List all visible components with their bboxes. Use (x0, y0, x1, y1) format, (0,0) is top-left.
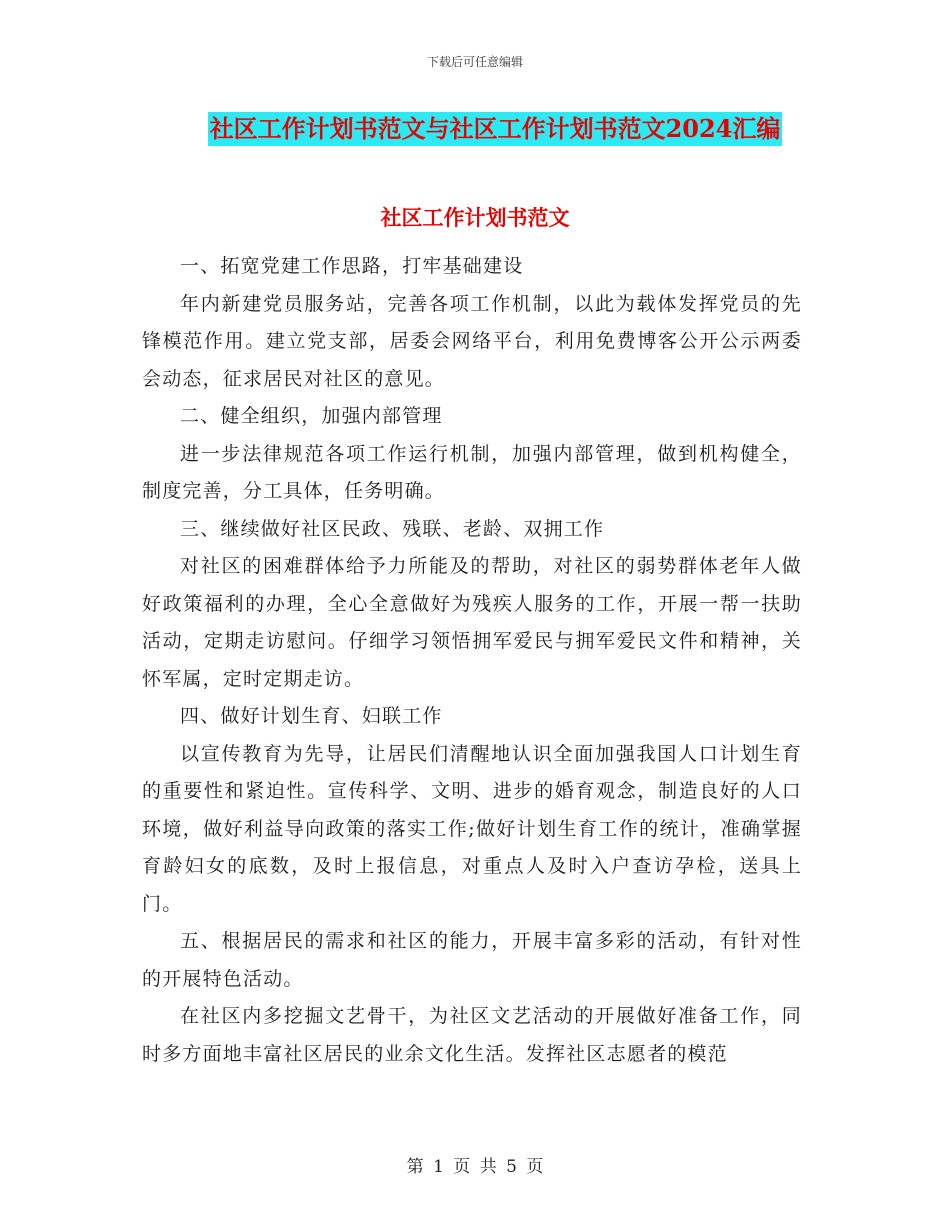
page-number-footer: 第 1 页 共 5 页 (406, 1157, 544, 1177)
paragraph: 二、健全组织，加强内部管理 (180, 405, 443, 427)
document-title-wrap (0, 112, 950, 146)
header-note: 下载后可任意编辑 (426, 55, 523, 69)
paragraph: 五、根据居民的需求和社区的能力，开展丰富多彩的活动，有针对性的开展特色活动。 (142, 930, 802, 990)
document-body (142, 248, 802, 1073)
paragraph: 三、继续做好社区民政、残联、老龄、双拥工作 (180, 517, 605, 540)
paragraph: 在社区内多挖掘文艺骨干，为社区文艺活动的开展做好准备工作，同时多方面地丰富社区居民的业余文化生活。发挥社区志愿者的模范 (142, 1005, 802, 1065)
paragraph: 四、做好计划生育、妇联工作 (180, 705, 443, 727)
paragraph: 年内新建党员服务站，完善各项工作机制，以此为载体发挥党员的先锋模范作用。建立党支部，居委会网络平台，利用免费博客公开公示两委会动态，征求居民对社区的意见。 (142, 292, 802, 390)
section-title: 社区工作计划书范文 (380, 205, 570, 230)
paragraph: 进一步法律规范各项工作运行机制，加强内部管理，做到机构健全，制度完善，分工具体，任务明确。 (142, 442, 802, 502)
paragraph: 以宣传教育为先导，让居民们清醒地认识全面加强我国人口计划生育的重要性和紧迫性。宣传科学、文明、进步的婚育观念，制造良好的人口环境，做好利益导向政策的落实工作;做好计划生育工作的统计，准确掌握育龄妇女的底数，及时上报信息，对重点人及时入户查访孕检，送具上门。 (142, 742, 802, 915)
paragraph: 一、拓宽党建工作思路，打牢基础建设 (180, 255, 524, 277)
paragraph: 对社区的困难群体给予力所能及的帮助，对社区的弱势群体老年人做好政策福利的办理，全心全意做好为残疾人服务的工作，开展一帮一扶助活动，定期走访慰问。仔细学习领悟拥军爱民与拥军爱民文件和精神，关怀军属，定时定期走访。 (142, 555, 802, 690)
document-title: 社区工作计划书范文与社区工作计划书范文2024汇编 (208, 112, 783, 146)
